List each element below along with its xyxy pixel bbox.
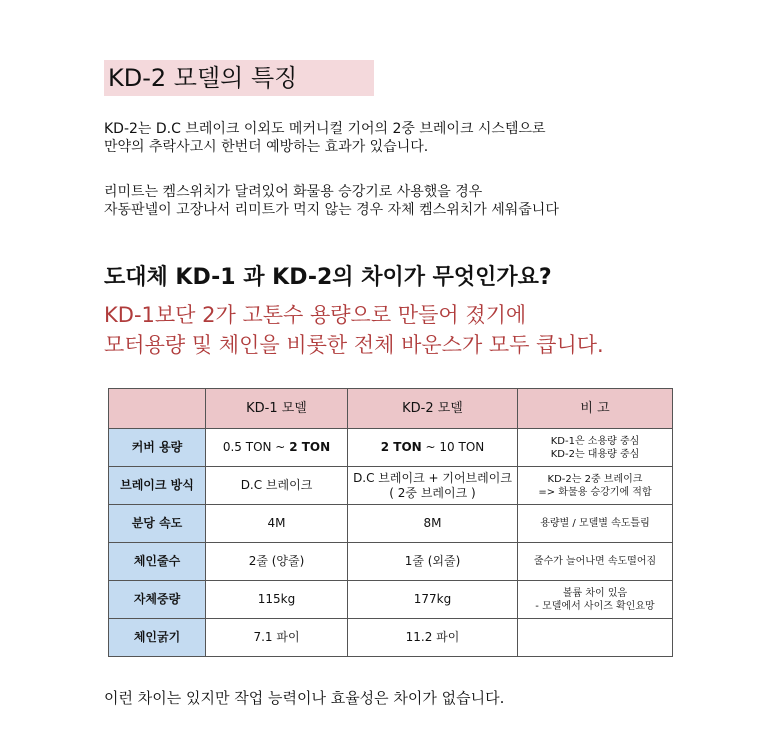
question-heading: 도대체 KD-1 과 KD-2의 차이가 무엇인가요?	[104, 265, 552, 290]
closing-text: 이런 차이는 있지만 작업 능력이나 효율성은 차이가 없습니다.	[104, 689, 505, 707]
kd1-cell: 7.1 파이	[206, 619, 348, 657]
kd1-capacity-max: 2 TON	[289, 440, 331, 454]
note-line-2: - 모델에서 사이즈 확인요망	[535, 600, 655, 612]
answer-line-2: 모터용량 및 체인을 비롯한 전체 바운스가 모두 큽니다.	[104, 333, 604, 357]
note-line-1: KD-2는 2중 브레이크	[547, 473, 643, 485]
answer-text	[104, 300, 604, 360]
kd2-cell: 8M	[348, 505, 518, 543]
row-label: 체인줄수	[109, 543, 206, 581]
kd2-cell	[348, 467, 518, 505]
brake-description-line-1: KD-2는 D.C 브레이크 이외도 메커니컬 기어의 2중 브레이크 시스템으로	[104, 121, 546, 137]
table-row	[109, 543, 673, 581]
kd2-line-1: D.C 브레이크 + 기어브레이크	[353, 470, 512, 485]
table-row	[109, 429, 673, 467]
kd2-cell: 1줄 (외줄)	[348, 543, 518, 581]
kd2-cell	[348, 429, 518, 467]
kd2-line-2: ( 2중 브레이크 )	[389, 485, 476, 500]
row-label: 자체중량	[109, 581, 206, 619]
note-cell	[518, 429, 673, 467]
row-label: 브레이크 방식	[109, 467, 206, 505]
kd1-cell	[206, 429, 348, 467]
answer-line-1: KD-1보단 2가 고톤수 용량으로 만들어 졌기에	[104, 303, 527, 327]
limit-description-line-1: 리미트는 켐스위치가 달려있어 화물용 승강기로 사용했을 경우	[104, 184, 483, 200]
kd1-cell: 2줄 (양줄)	[206, 543, 348, 581]
table-row	[109, 505, 673, 543]
note-line-1: KD-1은 소용량 중심	[550, 435, 640, 447]
note-cell: 용량별 / 모델별 속도틀림	[518, 505, 673, 543]
note-cell	[518, 467, 673, 505]
brake-description	[104, 120, 546, 156]
brake-description-line-2: 만약의 추락사고시 한번더 예방하는 효과가 있습니다.	[104, 139, 429, 155]
row-label: 커버 용량	[109, 429, 206, 467]
limit-description	[104, 183, 559, 219]
note-line-1: 볼륨 차이 있음	[562, 587, 628, 599]
kd1-cell: 115kg	[206, 581, 348, 619]
header-kd2: KD-2 모델	[348, 389, 518, 429]
kd1-capacity-min: 0.5 TON ~	[222, 440, 290, 454]
note-cell: 줄수가 늘어나면 속도떨어짐	[518, 543, 673, 581]
kd1-cell: 4M	[206, 505, 348, 543]
kd2-capacity-min: 2 TON	[380, 440, 422, 454]
table-row	[109, 581, 673, 619]
note-cell	[518, 619, 673, 657]
comparison-table	[108, 388, 673, 657]
header-note: 비 고	[518, 389, 673, 429]
note-line-2: => 화물용 승강기에 적합	[538, 486, 652, 498]
table-row	[109, 619, 673, 657]
note-line-2: KD-2는 대용량 중심	[550, 448, 640, 460]
header-kd1: KD-1 모델	[206, 389, 348, 429]
limit-description-line-2: 자동판넬이 고장나서 리미트가 먹지 않는 경우 자체 켐스위치가 세워줍니다	[104, 202, 559, 218]
diagonal-corner-cell	[109, 389, 206, 429]
kd2-cell: 11.2 파이	[348, 619, 518, 657]
table-row	[109, 467, 673, 505]
page-title: KD-2 모델의 특징	[104, 60, 374, 96]
row-label: 분당 속도	[109, 505, 206, 543]
kd1-cell: D.C 브레이크	[206, 467, 348, 505]
row-label: 체인굵기	[109, 619, 206, 657]
note-cell	[518, 581, 673, 619]
kd2-cell: 177kg	[348, 581, 518, 619]
kd2-capacity-max: ~ 10 TON	[421, 440, 485, 454]
table-header-row	[109, 389, 673, 429]
